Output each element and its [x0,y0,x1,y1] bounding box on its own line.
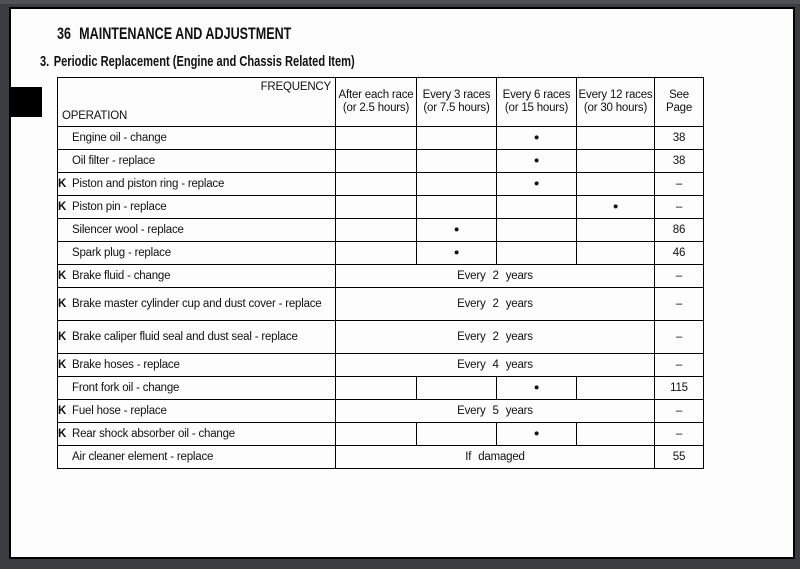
interval-dot-cell [577,127,655,150]
operation-text: Brake master cylinder cup and dust cover - replace [72,297,322,310]
operation-text: Silencer wool - replace [72,223,184,236]
see-page-cell: 38 [655,127,704,150]
table-row [58,423,704,446]
thumb-index-tab [9,87,42,117]
section-title: Periodic Replacement (Engine and Chassis Related Item) [53,53,355,70]
interval-dot-cell: ● [417,242,497,265]
scan-frame-highlight [0,0,800,4]
operation-cell [58,321,336,354]
operation-text: Fuel hose - replace [72,404,167,417]
see-page-cell: – [655,173,704,196]
interval-dot-cell [417,150,497,173]
k-marker: K [58,404,67,417]
see-page-cell: 38 [655,150,704,173]
interval-dot-cell [577,377,655,400]
column-header-every-12-races: Every 12 races (or 30 hours) [577,78,655,127]
table-row [58,265,704,288]
see-page-cell: 46 [655,242,704,265]
interval-dot-cell [336,242,417,265]
operation-text: Spark plug - replace [72,246,171,259]
interval-span-cell: Every 2 years [336,265,655,288]
table-row [58,288,704,321]
column-header-every-6-races: Every 6 races (or 15 hours) [497,78,577,127]
interval-dot-cell [417,127,497,150]
interval-span-cell: If damaged [336,446,655,469]
k-marker: K [58,427,67,440]
operation-text: Engine oil - change [72,131,167,144]
interval-dot-cell: ● [497,150,577,173]
operation-cell [58,423,336,446]
table-row [58,354,704,377]
k-marker: K [58,330,67,343]
operation-axis-label: OPERATION [62,110,128,123]
corner-cell [58,78,336,127]
page-number: 36 [57,24,72,43]
interval-span-cell: Every 4 years [336,354,655,377]
operation-cell [58,400,336,423]
interval-dot-cell [577,242,655,265]
see-page-cell: – [655,354,704,377]
interval-dot-cell [336,196,417,219]
interval-dot-cell: ● [497,423,577,446]
see-page-cell: 86 [655,219,704,242]
section-heading [40,53,465,70]
see-page-cell: 55 [655,446,704,469]
operation-cell [58,196,336,219]
operation-text: Rear shock absorber oil - change [72,427,235,440]
operation-text: Brake fluid - change [72,269,171,282]
see-page-cell: 115 [655,377,704,400]
operation-cell [58,219,336,242]
table-row [58,196,704,219]
table-row [58,321,704,354]
interval-dot-cell [417,173,497,196]
table-row [58,377,704,400]
table-row [58,219,704,242]
table-row [58,242,704,265]
section-number: 3. [40,53,50,70]
column-header-see-page: See Page [655,78,704,127]
see-page-cell: – [655,288,704,321]
see-page-cell: – [655,196,704,219]
interval-dot-cell: ● [497,173,577,196]
operation-cell [58,446,336,469]
interval-span-cell: Every 2 years [336,288,655,321]
table-row [58,150,704,173]
see-page-cell: – [655,423,704,446]
interval-span-cell: Every 5 years [336,400,655,423]
interval-dot-cell [336,127,417,150]
page-header [57,24,374,44]
operation-text: Front fork oil - change [72,381,180,394]
operation-text: Brake caliper fluid seal and dust seal - replace [72,330,298,343]
interval-dot-cell [417,377,497,400]
k-marker: K [58,297,67,310]
operation-text: Air cleaner element - replace [72,450,214,463]
interval-dot-cell [497,196,577,219]
operation-cell [58,288,336,321]
interval-dot-cell [336,423,417,446]
column-header-every-3-races: Every 3 races (or 7.5 hours) [417,78,497,127]
table-row [58,446,704,469]
operation-cell [58,354,336,377]
interval-dot-cell [336,173,417,196]
operation-cell [58,242,336,265]
table-header-row [58,78,704,127]
interval-dot-cell [336,219,417,242]
operation-cell [58,377,336,400]
see-page-cell: – [655,400,704,423]
interval-dot-cell [577,150,655,173]
operation-text: Piston and piston ring - replace [72,177,225,190]
interval-dot-cell [577,173,655,196]
operation-cell [58,265,336,288]
interval-dot-cell [336,377,417,400]
interval-dot-cell: ● [417,219,497,242]
operation-cell [58,150,336,173]
operation-text: Brake hoses - replace [72,358,180,371]
interval-dot-cell [577,423,655,446]
table-row [58,127,704,150]
see-page-cell: – [655,321,704,354]
operation-cell [58,173,336,196]
interval-dot-cell: ● [497,377,577,400]
frequency-axis-label: FREQUENCY [260,81,331,93]
interval-dot-cell: ● [577,196,655,219]
table-row [58,173,704,196]
interval-span-cell: Every 2 years [336,321,655,354]
column-header-after-each-race: After each race (or 2.5 hours) [336,78,417,127]
page-title: MAINTENANCE AND ADJUSTMENT [79,24,292,43]
interval-dot-cell [497,219,577,242]
interval-dot-cell [497,242,577,265]
k-marker: K [58,177,67,190]
maintenance-table [57,77,704,469]
interval-dot-cell [417,196,497,219]
document-page [9,7,795,559]
k-marker: K [58,200,67,213]
k-marker: K [58,269,67,282]
interval-dot-cell [417,423,497,446]
k-marker: K [58,358,67,371]
interval-dot-cell [577,219,655,242]
interval-dot-cell [336,150,417,173]
interval-dot-cell: ● [497,127,577,150]
operation-cell [58,127,336,150]
operation-text: Oil filter - replace [72,154,155,167]
see-page-cell: – [655,265,704,288]
table-row [58,400,704,423]
operation-text: Piston pin - replace [72,200,167,213]
